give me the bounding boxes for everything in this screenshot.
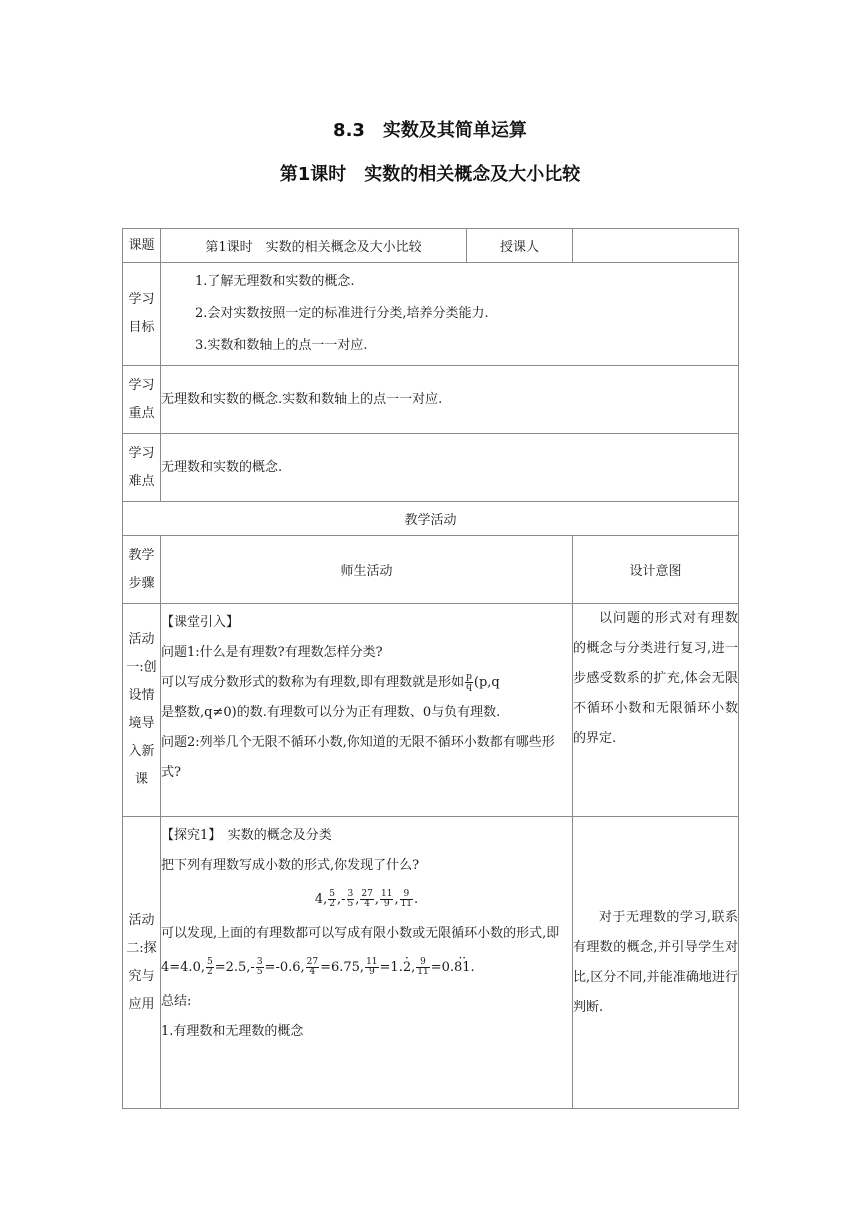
row-key (123, 366, 739, 434)
activity1-content (161, 604, 573, 817)
activities-header: 教学活动 (123, 502, 739, 536)
activity2-content (161, 817, 573, 1109)
fraction-11-9: $\frac{11}{9}$ (366, 957, 378, 977)
topic-label: 课题 (123, 229, 161, 263)
goals-cell (161, 263, 739, 366)
rational-definition-cont: 是整数,q≠0)的数.有理数可以分为正有理数、0与负有理数. (161, 705, 501, 720)
fraction-9-11: $\frac{9}{11}$ (417, 957, 429, 977)
fraction-3-5: $\frac{3}{5}$ (347, 889, 354, 909)
decimal-equations: 4=4.0, $\frac{5}{2}$ =2.5,- $\frac{3}{5}$ =-0.6, $\frac{27}{4}$ =6.75, $\frac{11}{9}$ =1.· 2, $\frac{9}{11}$ =0.·· 81. (161, 949, 572, 987)
activity1-design (573, 604, 739, 817)
activity1-label: 活动一:创设情境导入新课 (123, 604, 161, 817)
fraction-27-4: $\frac{27}{4}$ (306, 957, 319, 977)
repeating-digits: ·· 81 (454, 949, 471, 987)
activity1-design-text: 以问题的形式对有理数的概念与分类进行复习,进一步感受数系的扩充,体会无限不循环小数和无限循环小数的界定. (573, 611, 738, 746)
difficulty-text: 无理数和实数的概念. (161, 434, 739, 502)
goal-item: 2.会对实数按照一定的标准进行分类,培养分类能力. (195, 306, 489, 321)
activity2-design (573, 817, 739, 1109)
teacher-label: 授课人 (467, 229, 573, 263)
fraction-27-4: $\frac{27}{4}$ (361, 889, 373, 909)
question-2: 问题2:列举几个无限不循环小数,你知道的无限不循环小数都有哪些形式? (161, 735, 555, 780)
col-teacher-student: 师生活动 (161, 536, 573, 604)
section-title: 8.3 实数及其简单运算 (333, 120, 527, 141)
fraction-denominator: q (466, 682, 472, 692)
fraction-3-5: $\frac{3}{5}$ (256, 957, 263, 977)
key-label: 学习重点 (123, 366, 161, 434)
row-column-headers (123, 536, 739, 604)
col-design: 设计意图 (573, 536, 739, 604)
row-difficulty (123, 434, 739, 502)
goal-item: 1.了解无理数和实数的概念. (195, 274, 355, 289)
activity2-design-text: 对于无理数的学习,联系有理数的概念,并引导学生对比,区分不同,并能准确地进行判断. (573, 909, 738, 1015)
fraction-9-11: $\frac{9}{11}$ (400, 889, 413, 909)
activity2-label: 活动二:探究与应用 (123, 817, 161, 1109)
fraction-5-2: $\frac{5}{2}$ (329, 889, 335, 909)
activity2-discovery: 可以发现,上面的有理数都可以写成有限小数或无限循环小数的形式,即 (161, 926, 560, 941)
rational-definition (161, 668, 572, 698)
row-activity2 (123, 817, 739, 1109)
steps-label: 教学步骤 (123, 536, 161, 604)
topic-value: 第1课时 实数的相关概念及大小比较 (161, 229, 467, 263)
question-1: 问题1:什么是有理数?有理数怎样分类? (161, 645, 383, 660)
fraction-p-over-q (465, 673, 473, 692)
rational-def-text: 可以写成分数形式的数称为有理数,即有理数就是形如 (161, 675, 465, 690)
activity1-heading: 【课堂引入】 (161, 615, 240, 630)
row-goals (123, 263, 739, 366)
fraction-11-9: $\frac{11}{9}$ (380, 889, 393, 909)
lesson-title: 第1课时 实数的相关概念及大小比较 (279, 164, 581, 185)
list-start: 4, (314, 892, 328, 907)
fraction-numerator: p (466, 672, 472, 682)
summary-label: 总结: (161, 994, 192, 1009)
rational-def-paren: (p,q (473, 675, 500, 690)
difficulty-label: 学习难点 (123, 434, 161, 502)
goals-label: 学习目标 (123, 263, 161, 366)
key-text: 无理数和实数的概念.实数和数轴上的点一一对应. (161, 366, 739, 434)
teacher-value[interactable] (573, 229, 739, 263)
row-activities-header (123, 502, 739, 536)
fraction-5-2: $\frac{5}{2}$ (206, 957, 213, 977)
lesson-plan-table (122, 228, 739, 1109)
activity2-prompt: 把下列有理数写成小数的形式,你发现了什么? (161, 858, 420, 873)
repeating-digit: · 2 (403, 949, 411, 987)
rational-number-list: 4, $\frac{5}{2}$ ,- $\frac{3}{5}$ , $\frac{27}{4}$ , $\frac{11}{9}$ , $\frac{9}{11}$ . (314, 889, 419, 909)
goal-item: 3.实数和数轴上的点一一对应. (195, 338, 368, 353)
row-topic (123, 229, 739, 263)
activity2-heading: 【探究1】 实数的概念及分类 (161, 828, 332, 843)
summary-item: 1.有理数和无理数的概念 (161, 1024, 304, 1039)
row-activity1 (123, 604, 739, 817)
